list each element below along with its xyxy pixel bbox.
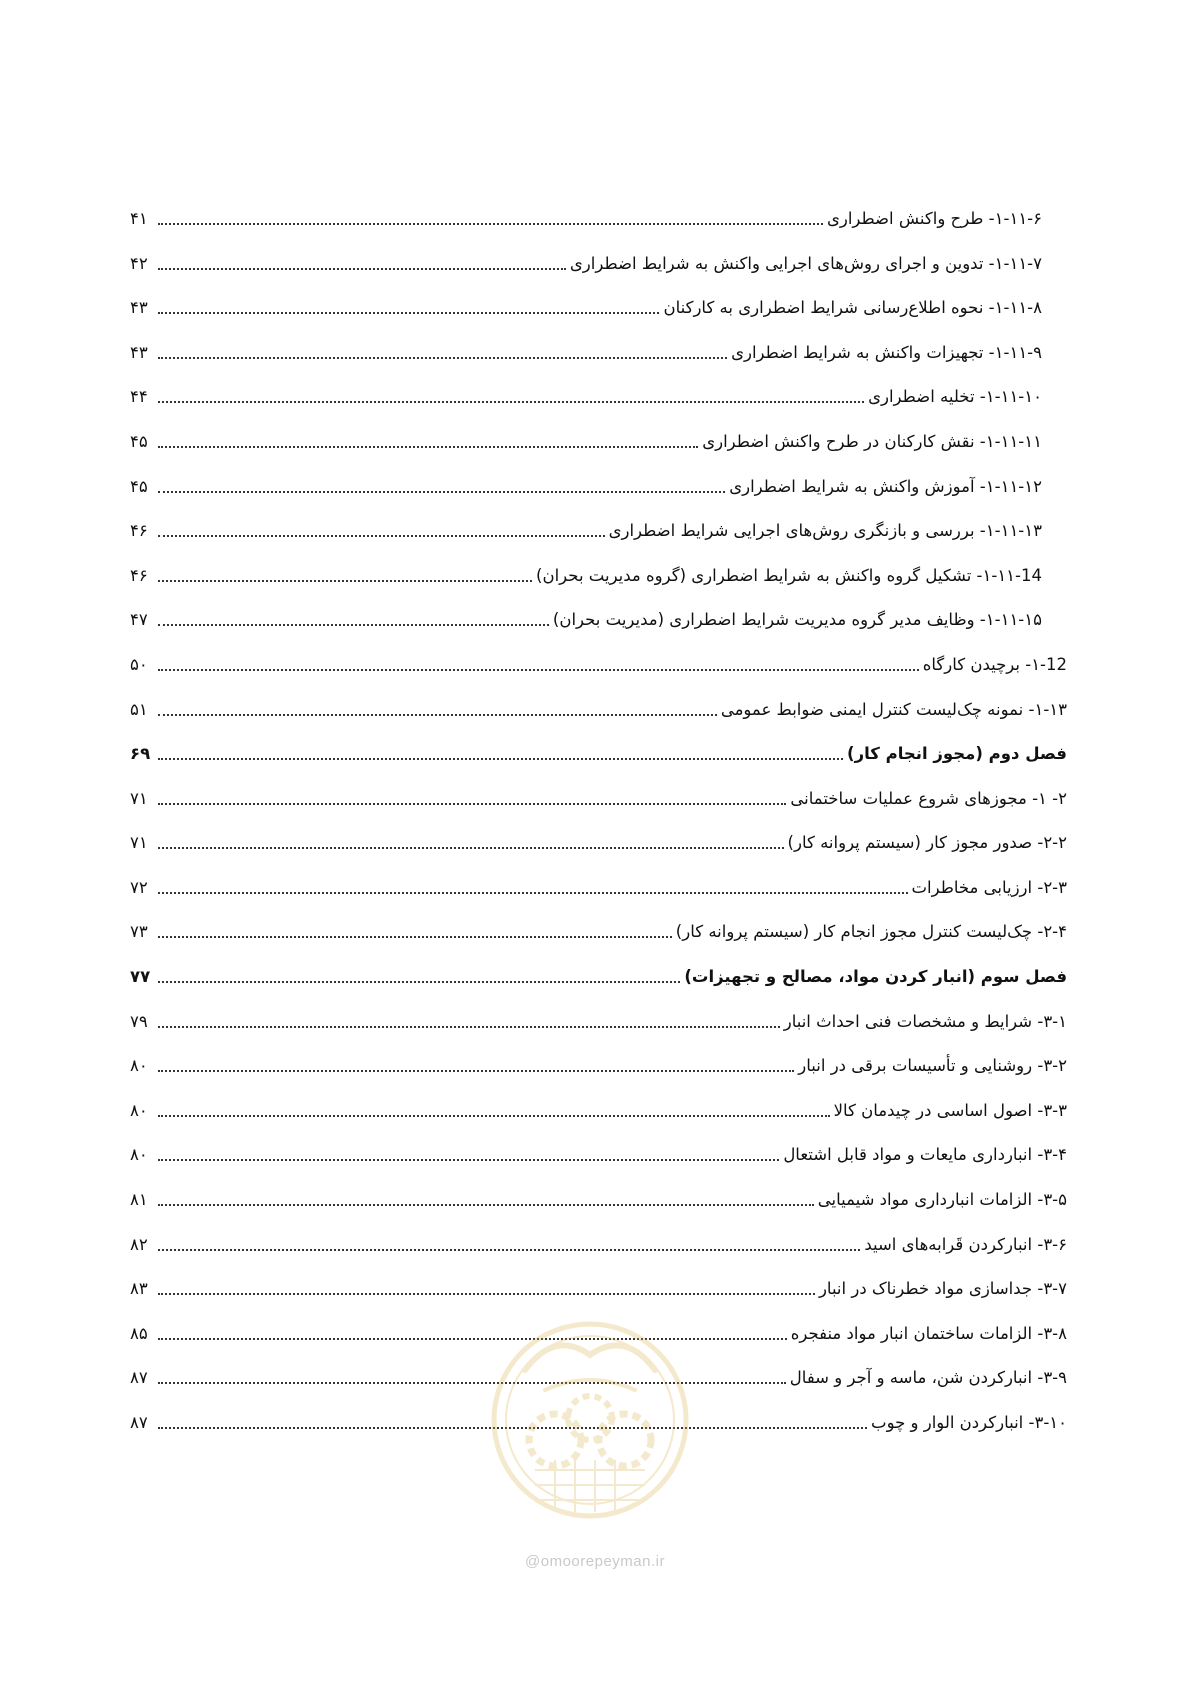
toc-entry[interactable] <box>130 465 1042 499</box>
toc-page-number: ۷۲ <box>130 878 148 897</box>
toc-entry[interactable] <box>130 688 1067 722</box>
dot-leader <box>158 446 698 448</box>
toc-entry[interactable] <box>130 420 1042 454</box>
toc-entry-title: ۳-۶- انبارکردن قَرابه‌های اسید <box>864 1235 1067 1254</box>
toc-chapter-title: فصل سوم (انبار کردن مواد، مصالح و تجهیزات) <box>684 967 1067 986</box>
toc-page-number: ۴۶ <box>130 566 148 585</box>
toc-entry-title: ۱-۱۱-۸- نحوه اطلاع‌رسانی شرایط اضطراری به کارکنان <box>663 298 1042 317</box>
dot-leader <box>158 1159 779 1161</box>
toc-entry[interactable] <box>130 1089 1067 1123</box>
dot-leader <box>158 312 659 314</box>
toc-entry[interactable] <box>130 1044 1067 1078</box>
toc-entry[interactable] <box>130 286 1042 320</box>
toc-entry-title: ۲-۳- ارزیابی مخاطرات <box>911 878 1067 897</box>
dot-leader <box>158 1249 860 1251</box>
toc-entry-title: ۳-۷- جداسازی مواد خطرناک در انبار <box>818 1279 1067 1298</box>
watermark-logo <box>485 1300 695 1560</box>
dot-leader <box>158 758 843 760</box>
toc-page-number: ۸۷ <box>130 1413 148 1432</box>
toc-page-number: ۴۳ <box>130 298 148 317</box>
toc-page-number: ۷۱ <box>130 789 148 808</box>
toc-page-number: ۴۵ <box>130 477 148 496</box>
toc-entry[interactable] <box>130 509 1042 543</box>
toc-entry-title: ۳-۸- الزامات ساختمان انبار مواد منفجره <box>790 1324 1067 1343</box>
toc-page-number: ۴۲ <box>130 254 148 273</box>
dot-leader <box>158 1115 830 1117</box>
toc-page-number: ۴۶ <box>130 521 148 540</box>
toc-entry[interactable] <box>130 1223 1067 1257</box>
toc-page-number: ۸۱ <box>130 1190 148 1209</box>
toc-entry-title: ۲-۲- صدور مجوز کار (سیستم پروانه کار) <box>787 833 1067 852</box>
dot-leader <box>158 669 919 671</box>
toc-chapter-entry[interactable] <box>130 732 1067 766</box>
toc-entry-title: ۳-۴- انبارداری مایعات و مواد قابل اشتعال <box>783 1145 1067 1164</box>
toc-page-number: ۴۱ <box>130 209 148 228</box>
dot-leader <box>158 624 549 626</box>
dot-leader <box>158 223 823 225</box>
toc-entry[interactable] <box>130 910 1067 944</box>
toc-page-number: ۵۰ <box>130 655 148 674</box>
toc-entry[interactable] <box>130 1178 1067 1212</box>
dot-leader <box>158 1026 780 1028</box>
dot-leader <box>158 491 725 493</box>
dot-leader <box>158 714 717 716</box>
toc-entry[interactable] <box>130 1000 1067 1034</box>
dot-leader <box>158 847 784 849</box>
toc-entry[interactable] <box>130 643 1067 677</box>
toc-page-number: ۴۴ <box>130 387 148 406</box>
toc-entry-title: ۳-۱۰- انبارکردن الوار و چوب <box>871 1413 1067 1432</box>
toc-entry[interactable] <box>130 242 1042 276</box>
toc-entry-title: ۱-۱۱-۱۵- وظایف مدیر گروه مدیریت شرایط اضطراری (مدیریت بحران) <box>552 610 1042 629</box>
dot-leader <box>158 1204 814 1206</box>
toc-page-number: ۸۷ <box>130 1368 148 1387</box>
toc-entry[interactable] <box>130 821 1067 855</box>
dot-leader <box>158 1070 794 1072</box>
toc-page-number: ۸۰ <box>130 1145 148 1164</box>
toc-page-number: ۸۲ <box>130 1235 148 1254</box>
watermark-url: @omoorepeyman.ir <box>525 1553 665 1570</box>
toc-entry-title: ۱-۱۱-۷- تدوین و اجرای روش‌های اجرایی واکنش به شرایط اضطراری <box>569 254 1042 273</box>
dot-leader <box>158 268 566 270</box>
toc-entry-title: ۲- ۱- مجوزهای شروع عملیات ساختمانی <box>790 789 1067 808</box>
toc-entry-title: ۲-۴- چک‌لیست کنترل مجوز انجام کار (سیستم پروانه کار) <box>675 922 1067 941</box>
toc-entry-title: ۱-۱۱-14- تشکیل گروه واکنش به شرایط اضطراری (گروه مدیریت بحران) <box>536 566 1042 585</box>
toc-chapter-entry[interactable] <box>130 955 1067 989</box>
toc-page-number: ۷۹ <box>130 1012 148 1031</box>
toc-entry-title: ۳-۹- انبارکردن شن، ماسه و آجر و سفال <box>789 1368 1067 1387</box>
toc-entry-title: ۱-12- برچیدن کارگاه <box>922 655 1067 674</box>
toc-entry[interactable] <box>130 197 1042 231</box>
toc-entry[interactable] <box>130 1133 1067 1167</box>
dot-leader <box>158 892 908 894</box>
toc-entry-title: ۱-۱۱-۱۰- تخلیه اضطراری <box>868 387 1042 406</box>
toc-page-number: ۸۵ <box>130 1324 148 1343</box>
toc-page-number: ۷۱ <box>130 833 148 852</box>
dot-leader <box>158 401 864 403</box>
toc-entry-title: ۳-۳- اصول اساسی در چیدمان کالا <box>833 1101 1067 1120</box>
dot-leader <box>158 357 727 359</box>
toc-entry-title: ۳-۵- الزامات انبارداری مواد شیمیایی <box>817 1190 1067 1209</box>
toc-entry[interactable] <box>130 1267 1067 1301</box>
toc-chapter-title: فصل دوم (مجوز انجام کار) <box>847 744 1067 763</box>
toc-entry[interactable] <box>130 375 1042 409</box>
toc-page-number: ۴۵ <box>130 432 148 451</box>
toc-entry[interactable] <box>130 866 1067 900</box>
toc-entry-title: ۳-۱- شرایط و مشخصات فنی احداث انبار <box>783 1012 1067 1031</box>
toc-page-number: ۸۰ <box>130 1056 148 1075</box>
toc-page-number: ۷۳ <box>130 922 148 941</box>
toc-page-number: ۸۳ <box>130 1279 148 1298</box>
dot-leader <box>158 803 786 805</box>
toc-page-number: ۸۰ <box>130 1101 148 1120</box>
dot-leader <box>158 936 672 938</box>
dot-leader <box>158 580 532 582</box>
toc-entry[interactable] <box>130 554 1042 588</box>
dot-leader <box>158 1293 815 1295</box>
toc-page-number: ۴۷ <box>130 610 148 629</box>
toc-page-number: ۶۹ <box>130 744 151 763</box>
toc-page-number: ۷۷ <box>130 967 151 986</box>
toc-entry-title: ۳-۲- روشنایی و تأسیسات برقی در انبار <box>798 1056 1067 1075</box>
toc-page-number: ۵۱ <box>130 700 148 719</box>
toc-entry-title: ۱-۱۱-۶- طرح واکنش اضطراری <box>826 209 1042 228</box>
toc-entry[interactable] <box>130 777 1067 811</box>
dot-leader <box>158 535 605 537</box>
toc-entry[interactable] <box>130 331 1042 365</box>
toc-entry-title: ۱-۱۱-۱۲- آموزش واکنش به شرایط اضطراری <box>729 477 1042 496</box>
toc-entry-title: ۱-۱۱-۱۱- نقش کارکنان در طرح واکنش اضطراری <box>702 432 1042 451</box>
dot-leader <box>158 981 680 983</box>
toc-entry-title: ۱-۱۳- نمونه چک‌لیست کنترل ایمنی ضوابط عمومی <box>720 700 1067 719</box>
toc-page-number: ۴۳ <box>130 343 148 362</box>
toc-entry-title: ۱-۱۱-۹- تجهیزات واکنش به شرایط اضطراری <box>731 343 1042 362</box>
toc-entry-title: ۱-۱۱-۱۳- بررسی و بازنگری روش‌های اجرایی شرایط اضطراری <box>608 521 1042 540</box>
toc-entry[interactable] <box>130 598 1042 632</box>
